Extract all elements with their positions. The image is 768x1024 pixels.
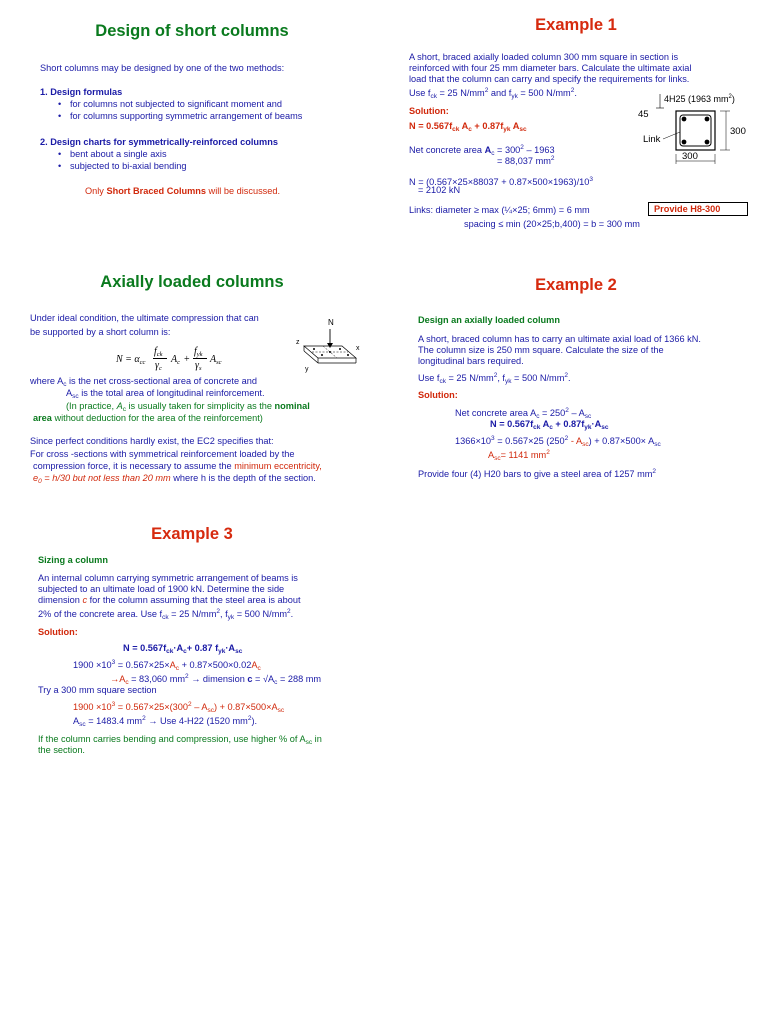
scope-note: Only Short Braced Columns will be discussed.	[85, 186, 281, 196]
eccentricity-line: $e_0 = h/30$ but not less than 20 mm where h is the depth of the section.	[33, 473, 316, 485]
tip-text: the section.	[38, 745, 85, 755]
slide-title: Example 1	[535, 16, 617, 34]
problem-text: Use $f_{ck} = 25$ $N/mm^2$, $f_{yk} = 500$ $N/mm^2$.	[418, 372, 571, 385]
conclusion-text: Provide four (4) H20 bars to give a steel area of 1257 $mm^2$	[418, 468, 657, 479]
links-spacing: spacing ≤ min (20×25;b,400) = b = 300 mm	[464, 219, 640, 229]
calc-line: $1900 \times 10^3 = 0.567\times 25\times(300^2 - A_{sc}) + 0.87\times 500\times A_{sc}$	[73, 701, 285, 714]
calc-line: $1900 \times 10^3 = 0.567\times 25\times A_c + 0.87\times 500\times 0.02A_c$	[73, 659, 261, 672]
problem-text: An internal column carrying symmetric arrangement of beams is	[38, 573, 298, 583]
problem-text: The column size is 250 mm square. Calculate the size of the	[418, 345, 664, 355]
dim-height-label: 300	[730, 126, 746, 137]
calc-line: = 2102 kN	[418, 185, 461, 195]
problem-text: A short, braced axially loaded column 300 mm square in section is	[409, 52, 679, 62]
slide-example-3	[0, 512, 384, 768]
load-label: N	[328, 318, 334, 327]
calc-line: $N = (0.567\times 25\times 88037 + 0.87\times 500\times 1963)/10^3$	[409, 176, 593, 187]
axis-y-label: y	[305, 366, 309, 373]
bullet-item: • for columns supporting symmetric arrangement of beams	[58, 111, 303, 121]
slide-title: Example 3	[151, 525, 233, 543]
body-text: compression force, it is necessary to assume the minimum eccentricity,	[33, 461, 322, 471]
tip-text: If the column carries bending and compression, use higher % of $A_{sc}$ in	[38, 734, 322, 746]
problem-text: subjected to an ultimate load of 1900 kN. Determine the side	[38, 584, 285, 594]
rebar	[705, 117, 710, 122]
cover-label: 45	[638, 109, 649, 120]
problem-text: load that the column can carry and specify the requirements for links.	[409, 74, 690, 84]
slide-title: Design of short columns	[95, 22, 289, 40]
column-outline	[676, 111, 715, 150]
design-equation: $N = 0.567f_{ck}\cdot A_c+ 0.87$ $f_{yk}\cdot A_{sc}$	[123, 643, 243, 655]
slide-example-1	[384, 0, 768, 256]
where-line: $A_{sc}$ is the total area of longitudinal reinforcement.	[66, 388, 265, 400]
calc-result: $A_{sc}= 1141$ $mm^2$	[488, 449, 550, 462]
where-line: area without deduction for the area of the reinforcement)	[33, 413, 263, 423]
design-equation: $N = 0.567f_{ck}$ $A_c + 0.87f_{yk}\cdot A_{sc}$	[490, 419, 609, 431]
calc-line: $1366\times 10^3 = 0.567\times 25$ $(250^2 - A_{sc}) + 0.87\times 500\times A_{sc}$	[455, 435, 661, 448]
body-text: Under ideal condition, the ultimate compression that can	[30, 313, 259, 323]
problem-text: reinforced with four 25 mm diameter bars. Calculate the ultimate axial	[409, 63, 692, 73]
links-diameter: Links: diameter ≥ max (¼×25; 6mm) = 6 mm	[409, 205, 590, 215]
solution-label: Solution:	[418, 390, 458, 400]
bullet-item: • bent about a single axis	[58, 149, 167, 159]
axis-z-label: z	[296, 339, 300, 346]
calc-result: $A_{sc} = 1483.4$ $mm^2$ → Use 4-H22 (1520 $mm^2$).	[73, 715, 258, 728]
calc-line: Net concrete area $A_c = 300^2 - 1963$	[409, 144, 555, 157]
calc-line: $\to A_c = 83,060$ $mm^2$ → dimension $c = √A_c = 288$ mm	[110, 673, 322, 686]
link-label: Link	[643, 134, 661, 145]
bullet-item: • subjected to bi-axial bending	[58, 161, 187, 171]
slide-axially-loaded-columns	[0, 256, 384, 512]
bar-spec-label: 4H25 (1963 $mm^2$)	[664, 94, 735, 104]
method-1: 1. Design formulas	[40, 87, 123, 97]
solution-label: Solution:	[38, 627, 78, 637]
solution-label: Solution:	[409, 106, 449, 116]
example-heading: Sizing a column	[38, 555, 108, 565]
example-heading: Design an axially loaded column	[418, 315, 560, 325]
rebar	[682, 140, 687, 145]
axis-x-label: x	[356, 345, 360, 352]
rebar	[682, 117, 687, 122]
problem-text: A short, braced column has to carry an ultimate axial load of 1366 kN.	[418, 334, 701, 344]
where-line: where $A_c$ is the net cross-sectional area of concrete and	[30, 376, 257, 388]
rebar	[705, 140, 710, 145]
where-line: (In practice, $A_c$ is usually taken for simplicity as the nominal	[66, 401, 310, 413]
body-text: be supported by a short column is:	[30, 327, 171, 337]
calc-line: Net concrete area $A_c = 250^2 - A_{sc}$	[455, 407, 592, 420]
problem-text: 2% of the concrete area. Use $f_{ck} = 25$ $N/mm^2$, $f_{yk} = 500$ $N/mm^2$.	[38, 608, 294, 621]
axial-load-figure	[290, 316, 370, 378]
dim-width-label: 300	[682, 151, 698, 162]
column-section-figure	[634, 90, 768, 170]
problem-text: dimension c for the column assuming that the steel area is about	[38, 595, 301, 605]
slide-example-2	[384, 256, 768, 512]
method-2: 2. Design charts for symmetrically-reinforced columns	[40, 137, 278, 147]
design-equation: $N = 0.567f_{ck}$ $A_c + 0.87f_{yk}$ $A_{sc}$	[409, 121, 527, 133]
calc-line: = 88,037 $mm^2$	[497, 155, 555, 166]
slide-design-short-columns	[0, 0, 384, 256]
body-text: Try a 300 mm square section	[38, 685, 157, 695]
slide-title: Axially loaded columns	[100, 273, 284, 291]
bullet-item: • for columns not subjected to significant moment and	[58, 99, 282, 109]
body-text: Since perfect conditions hardly exist, the EC2 specifies that:	[30, 436, 274, 446]
problem-text: longitudinal bars required.	[418, 356, 524, 366]
intro-text: Short columns may be designed by one of the two methods:	[40, 63, 285, 73]
slide-title: Example 2	[535, 276, 617, 294]
provide-badge: Provide H8-300	[648, 202, 748, 216]
problem-text: Use $f_{ck} = 25$ $N/mm^2$ and $f_{yk} = 500$ $N/mm^2$.	[409, 87, 577, 100]
ultimate-load-formula: $N = \alpha_{cc}$ $f_{ck}$ $\gamma_c$ $A_c$ + $f_{yk}$ $\gamma_s$ $A_{sc}$	[116, 346, 222, 372]
body-text: For cross -sections with symmetrical reinforcement loaded by the	[30, 449, 295, 459]
